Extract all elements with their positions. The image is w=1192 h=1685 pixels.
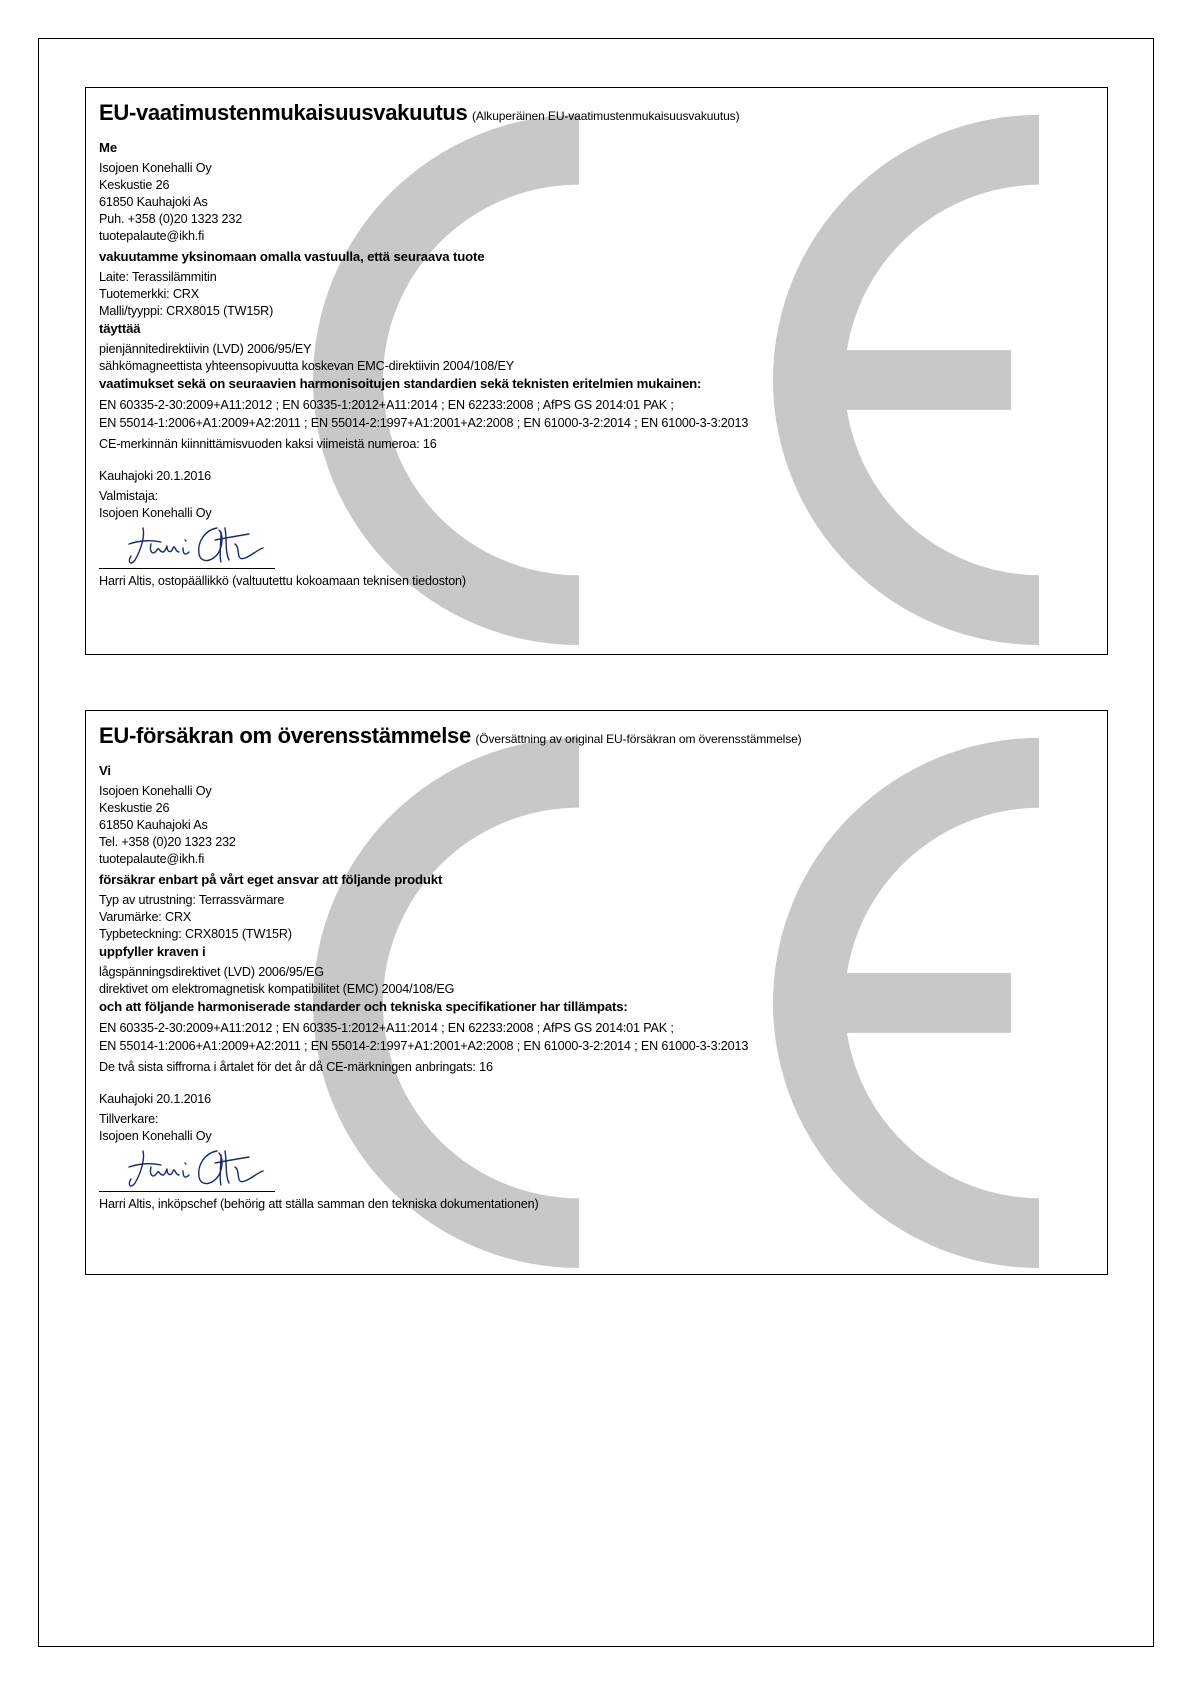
standards-heading: och att följande harmoniserade standarder och tekniska specifikationer har tillämpats: [99,999,628,1014]
declaration-content [86,711,1107,1213]
address-city: 61850 Kauhajoki As [99,818,208,832]
declaration-swedish [85,710,1108,1275]
manufacturer-label: Tillverkare: [99,1112,159,1126]
address-phone: Puh. +358 (0)20 1323 232 [99,212,243,226]
signature-icon [125,522,275,568]
product-model: Typbeteckning: CRX8015 (TW15R) [99,927,292,941]
standards-line-1: EN 60335-2-30:2009+A11:2012 ; EN 60335-1:2012+A11:2014 ; EN 62233:2008 ; AfPS GS 2014:01 PAK ; [99,1021,674,1035]
signature [99,1145,279,1191]
product-brand: Varumärke: CRX [99,910,192,924]
directive-lvd: pienjännitedirektiivin (LVD) 2006/95/EY [99,342,312,356]
signature-icon [125,1145,275,1191]
declaration-subtitle: (Alkuperäinen EU-vaatimustenmukaisuusvakuutus) [471,109,740,123]
address-phone: Tel. +358 (0)20 1323 232 [99,835,236,849]
address-street: Keskustie 26 [99,178,170,192]
directive-lvd: lågspänningsdirektivet (LVD) 2006/95/EG [99,965,324,979]
standards-line-1: EN 60335-2-30:2009+A11:2012 ; EN 60335-1:2012+A11:2014 ; EN 62233:2008 ; AfPS GS 2014:01 PAK ; [99,398,674,412]
address-company: Isojoen Konehalli Oy [99,161,212,175]
signatory: Harri Altis, ostopäällikkö (valtuutettu kokoamaan teknisen tiedoston) [99,574,466,588]
manufacturer-name: Isojoen Konehalli Oy [99,1129,212,1143]
manufacturer-name: Isojoen Konehalli Oy [99,506,212,520]
standards-line-2: EN 55014-1:2006+A1:2009+A2:2011 ; EN 55014-2:1997+A1:2001+A2:2008 ; EN 61000-3-2:2014 ; EN 61000-3-3:2013 [99,1039,749,1053]
standards-line-2: EN 55014-1:2006+A1:2009+A2:2011 ; EN 55014-2:1997+A1:2001+A2:2008 ; EN 61000-3-2:2014 ; EN 61000-3-3:2013 [99,416,749,430]
declaration-subtitle: (Översättning av original EU-försäkran om överensstämmelse) [475,732,802,746]
address-street: Keskustie 26 [99,801,170,815]
directive-emc: sähkömagneettista yhteensopivuutta koskevan EMC-direktiivin 2004/108/EY [99,359,514,373]
signature [99,522,279,568]
complies-heading: uppfyller kraven i [99,944,206,959]
signatory: Harri Altis, inköpschef (behörig att ställa samman den tekniska dokumentationen) [99,1197,539,1211]
complies-heading: täyttää [99,321,141,336]
declaration-finnish [85,87,1108,655]
address-city: 61850 Kauhajoki As [99,195,208,209]
place-date: Kauhajoki 20.1.2016 [99,1092,211,1106]
address-email: tuotepalaute@ikh.fi [99,852,205,866]
product-device: Typ av utrustning: Terrassvärmare [99,893,285,907]
place-date: Kauhajoki 20.1.2016 [99,469,211,483]
product-model: Malli/tyyppi: CRX8015 (TW15R) [99,304,274,318]
declare-heading: vakuutamme yksinomaan omalla vastuulla, että seuraava tuote [99,249,485,264]
declaration-title: EU-vaatimustenmukaisuusvakuutus [99,100,468,125]
we-heading: Vi [99,763,111,778]
address-email: tuotepalaute@ikh.fi [99,229,205,243]
declare-heading: försäkrar enbart på vårt eget ansvar att följande produkt [99,872,443,887]
ce-year-statement: De två sista siffrorna i årtalet för det år då CE-märkningen anbringats: 16 [99,1060,493,1074]
product-brand: Tuotemerkki: CRX [99,287,200,301]
manufacturer-label: Valmistaja: [99,489,159,503]
declaration-title-line [99,100,1095,129]
standards-heading: vaatimukset sekä on seuraavien harmonisoitujen standardien sekä teknisten eritelmien mukainen: [99,376,702,391]
product-device: Laite: Terassilämmitin [99,270,217,284]
address-company: Isojoen Konehalli Oy [99,784,212,798]
directive-emc: direktivet om elektromagnetisk kompatibilitet (EMC) 2004/108/EG [99,982,455,996]
signature-line [99,568,275,569]
ce-year-statement: CE-merkinnän kiinnittämisvuoden kaksi viimeistä numeroa: 16 [99,437,437,451]
declaration-title: EU-försäkran om överensstämmelse [99,723,471,748]
signature-line [99,1191,275,1192]
declaration-content [86,88,1107,590]
we-heading: Me [99,140,118,155]
declaration-title-line [99,723,1095,752]
